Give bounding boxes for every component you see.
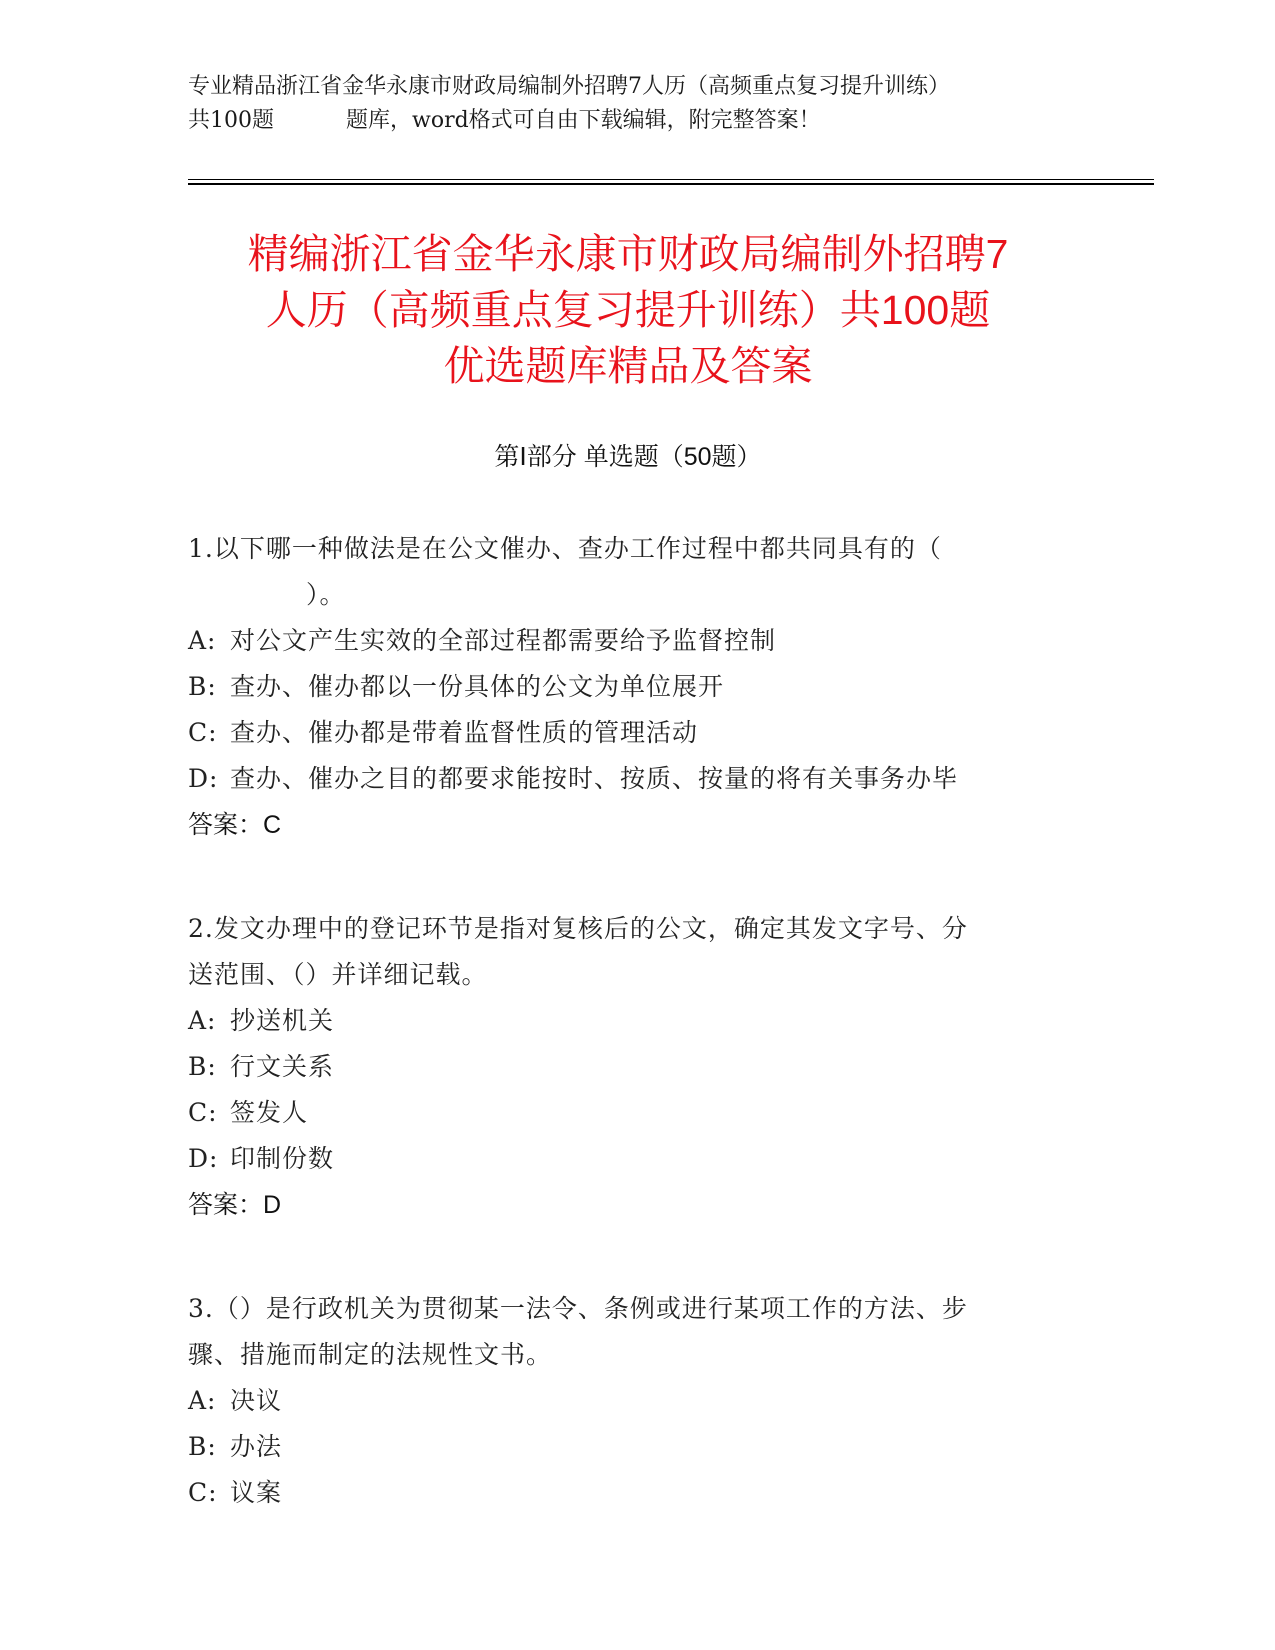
option-key: A:: [188, 626, 217, 655]
question-1: [188, 526, 1078, 848]
option-a: [188, 998, 1078, 1044]
option-d: [188, 756, 1078, 802]
answer: 答案：C: [188, 811, 282, 839]
title-line-3: 优选题库精品及答案: [443, 343, 813, 389]
option-b: [188, 1424, 1078, 1470]
option-a: [188, 618, 1078, 664]
question-stem-line: 2.发文办理中的登记环节是指对复核后的公文，确定其发文字号、分: [188, 914, 968, 943]
title-line-1: 精编浙江省金华永康市财政局编制外招聘7: [247, 231, 1009, 277]
option-c: [188, 1470, 1078, 1516]
header-divider-thin: [188, 179, 1154, 180]
question-1-stem: [188, 526, 1078, 618]
option-c: [188, 710, 1078, 756]
question-stem-line: 1.以下哪一种做法是在公文催办、查办工作过程中都共同具有的（: [188, 534, 942, 563]
header-line-2-right: 题库，word格式可自由下载编辑，附完整答案！: [346, 108, 821, 133]
option-text: 议案: [230, 1478, 283, 1507]
option-b: [188, 1044, 1078, 1090]
option-b: [188, 664, 1078, 710]
option-key: D:: [188, 764, 219, 793]
option-key: C:: [188, 1478, 218, 1507]
option-d: [188, 1136, 1078, 1182]
header-line-2: [188, 104, 1068, 138]
question-stem-line-text: ）。: [306, 580, 346, 609]
question-3-stem: [188, 1286, 1078, 1378]
title-line-2: 人历（高频重点复习提升训练）共100题: [265, 287, 991, 333]
question-stem-line: 骤、措施而制定的法规性文书。: [188, 1340, 553, 1369]
option-key: A:: [188, 1006, 217, 1035]
option-a: [188, 1378, 1078, 1424]
section-heading: 第Ⅰ部分 单选题（50题）: [494, 443, 762, 471]
question-3: [188, 1286, 1078, 1516]
answer: 答案：D: [188, 1191, 282, 1219]
question-stem-line: [188, 572, 1078, 618]
question-list: [188, 526, 1078, 1574]
option-text: 查办、催办都是带着监督性质的管理活动: [230, 718, 699, 747]
option-key: B:: [188, 1432, 217, 1461]
option-text: 决议: [230, 1386, 283, 1415]
header-divider-thick: [188, 183, 1154, 185]
question-2-stem: [188, 906, 1078, 998]
option-text: 查办、催办都以一份具体的公文为单位展开: [230, 672, 725, 701]
option-text: 抄送机关: [230, 1006, 335, 1035]
option-text: 查办、催办之目的都要求能按时、按质、按量的将有关事务办毕: [230, 764, 959, 793]
option-key: C:: [188, 1098, 218, 1127]
header-line-1: 专业精品浙江省金华永康市财政局编制外招聘7人历（高频重点复习提升训练）: [188, 74, 950, 99]
question-stem-line: 3.（）是行政机关为贯彻某一法令、条例或进行某项工作的方法、步: [188, 1294, 968, 1323]
header-line-2-left: 共100题: [188, 108, 274, 133]
question-stem-line: 送范围、（）并详细记载。: [188, 960, 488, 989]
option-text: 行文关系: [230, 1052, 335, 1081]
question-2: [188, 906, 1078, 1228]
option-key: A:: [188, 1386, 217, 1415]
option-c: [188, 1090, 1078, 1136]
option-text: 办法: [230, 1432, 283, 1461]
option-key: B:: [188, 1052, 217, 1081]
option-text: 对公文产生实效的全部过程都需要给予监督控制: [230, 626, 777, 655]
option-text: 印制份数: [230, 1144, 335, 1173]
document-title: [188, 226, 1068, 394]
option-key: B:: [188, 672, 217, 701]
option-text: 签发人: [230, 1098, 309, 1127]
option-key: D:: [188, 1144, 219, 1173]
page-header: [188, 70, 1068, 138]
option-key: C:: [188, 718, 218, 747]
